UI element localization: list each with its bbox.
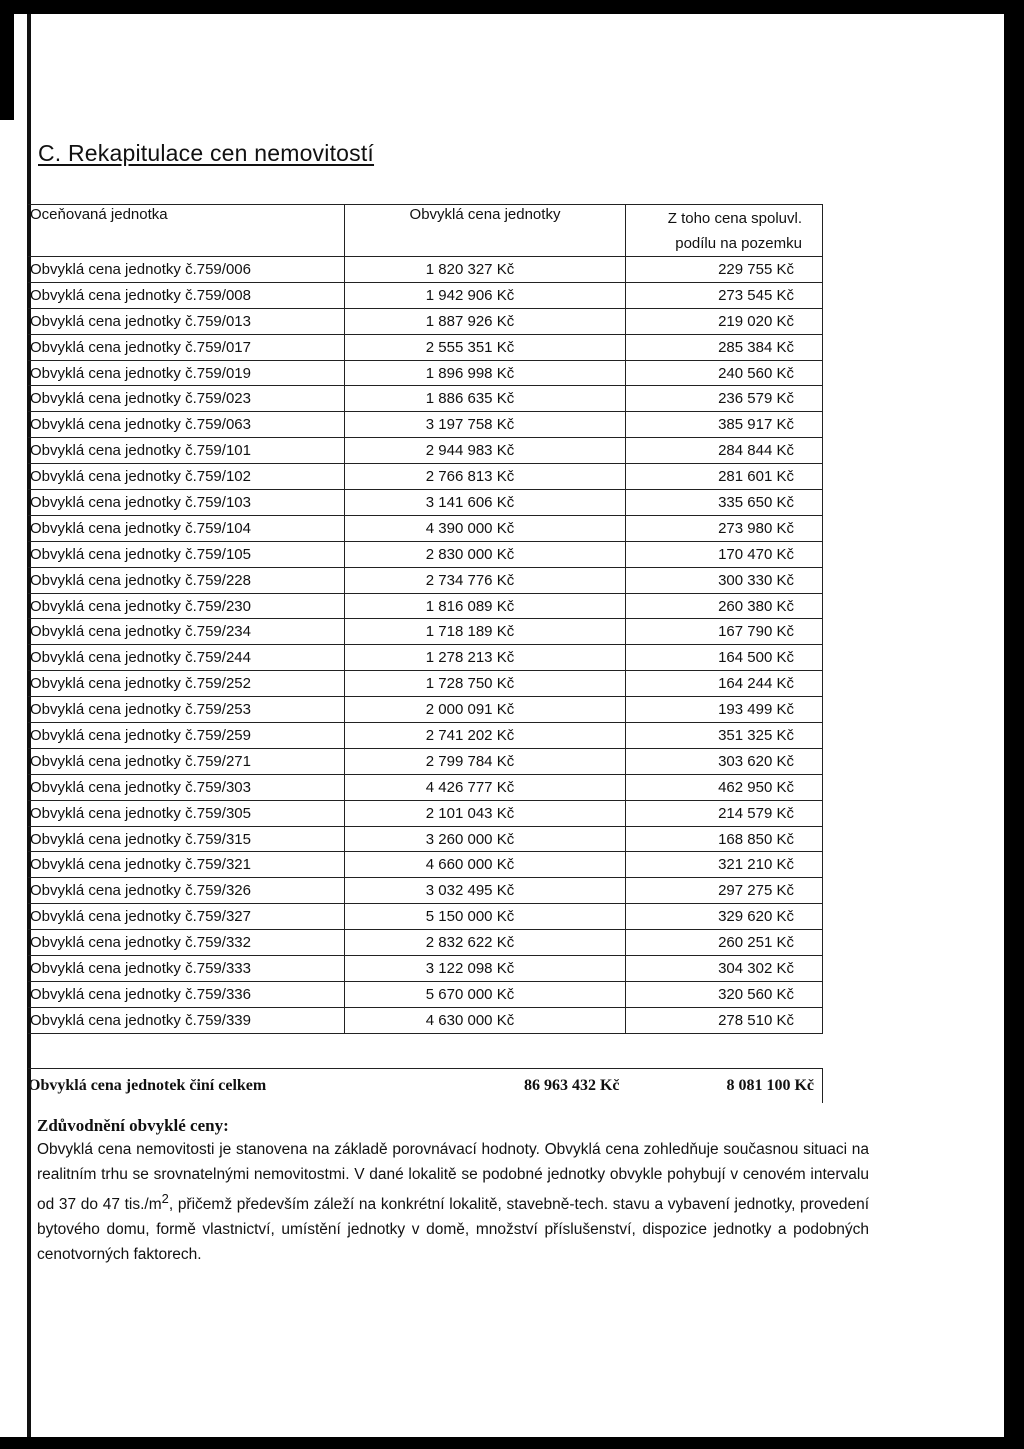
scan-border-bottom — [0, 1437, 1024, 1449]
column-header-land-share: Z toho cena spoluvl. podílu na pozemku — [626, 205, 823, 257]
land-share-price-cell: 285 384 Kč — [626, 334, 823, 360]
land-share-price-cell: 170 470 Kč — [626, 541, 823, 567]
land-share-price-cell: 164 500 Kč — [626, 645, 823, 671]
table-row — [28, 774, 823, 800]
unit-name-cell: Obvyklá cena jednotky č.759/228 — [28, 567, 345, 593]
total-land-share: 8 081 100 Kč — [626, 1068, 823, 1103]
justification-heading: Zdůvodnění obvyklé ceny: — [37, 1116, 229, 1135]
unit-name-cell: Obvyklá cena jednotky č.759/023 — [28, 386, 345, 412]
land-share-price-cell: 351 325 Kč — [626, 723, 823, 749]
table-row — [28, 541, 823, 567]
table-row — [28, 826, 823, 852]
table-body — [28, 257, 823, 1034]
land-share-price-cell: 300 330 Kč — [626, 567, 823, 593]
unit-price-cell: 1 728 750 Kč — [345, 671, 626, 697]
table-row — [28, 904, 823, 930]
total-label: Obvyklá cena jednotek činí celkem — [28, 1076, 267, 1094]
table-row — [28, 930, 823, 956]
justification-text-part-2: , přičemž především záleží na konkrétní lokalitě, stavebně-tech. stavu a vybavení jednotky, provedení bytového domu, formě vlastnictví, umístění jednotky v domě, množství příslušenství, dispozice jednotky a podobných cenotvorných faktorech. — [37, 1196, 869, 1263]
table-spacer-row — [28, 1033, 823, 1068]
table-row — [28, 593, 823, 619]
land-share-price-cell: 462 950 Kč — [626, 774, 823, 800]
column-header-price: Obvyklá cena jednotky — [345, 205, 626, 257]
unit-price-cell: 2 555 351 Kč — [345, 334, 626, 360]
land-share-price-cell: 321 210 Kč — [626, 852, 823, 878]
unit-name-cell: Obvyklá cena jednotky č.759/253 — [28, 697, 345, 723]
unit-name-cell: Obvyklá cena jednotky č.759/006 — [28, 257, 345, 283]
unit-price-cell: 5 150 000 Kč — [345, 904, 626, 930]
unit-name-cell: Obvyklá cena jednotky č.759/101 — [28, 438, 345, 464]
unit-name-cell: Obvyklá cena jednotky č.759/063 — [28, 412, 345, 438]
unit-price-cell: 5 670 000 Kč — [345, 981, 626, 1007]
unit-price-cell: 1 896 998 Kč — [345, 360, 626, 386]
justification-text — [37, 1138, 869, 1267]
land-share-price-cell: 164 244 Kč — [626, 671, 823, 697]
table-row — [28, 386, 823, 412]
unit-price-cell: 2 000 091 Kč — [345, 697, 626, 723]
table-row — [28, 619, 823, 645]
table-row — [28, 412, 823, 438]
unit-name-cell: Obvyklá cena jednotky č.759/321 — [28, 852, 345, 878]
table-row — [28, 878, 823, 904]
column-header-unit: Oceňovaná jednotka — [28, 205, 345, 257]
table-row — [28, 800, 823, 826]
unit-name-cell: Obvyklá cena jednotky č.759/017 — [28, 334, 345, 360]
unit-price-cell: 2 101 043 Kč — [345, 800, 626, 826]
unit-name-cell: Obvyklá cena jednotky č.759/303 — [28, 774, 345, 800]
scan-border-top — [0, 0, 1024, 14]
unit-price-cell: 1 816 089 Kč — [345, 593, 626, 619]
unit-price-cell: 2 741 202 Kč — [345, 723, 626, 749]
unit-name-cell: Obvyklá cena jednotky č.759/105 — [28, 541, 345, 567]
unit-price-cell: 3 260 000 Kč — [345, 826, 626, 852]
unit-name-cell: Obvyklá cena jednotky č.759/102 — [28, 464, 345, 490]
land-share-price-cell: 335 650 Kč — [626, 490, 823, 516]
unit-name-cell: Obvyklá cena jednotky č.759/271 — [28, 748, 345, 774]
table-row — [28, 981, 823, 1007]
square-meter-superscript: 2 — [161, 1191, 169, 1207]
unit-price-cell: 1 278 213 Kč — [345, 645, 626, 671]
section-title: C. Rekapitulace cen nemovitostí — [38, 140, 375, 166]
unit-name-cell: Obvyklá cena jednotky č.759/104 — [28, 515, 345, 541]
table-row — [28, 282, 823, 308]
land-share-price-cell: 297 275 Kč — [626, 878, 823, 904]
table-row — [28, 308, 823, 334]
unit-name-cell: Obvyklá cena jednotky č.759/244 — [28, 645, 345, 671]
unit-price-cell: 4 426 777 Kč — [345, 774, 626, 800]
unit-name-cell: Obvyklá cena jednotky č.759/234 — [28, 619, 345, 645]
total-price: 86 963 432 Kč — [523, 1076, 620, 1094]
unit-price-cell: 4 660 000 Kč — [345, 852, 626, 878]
land-share-price-cell: 278 510 Kč — [626, 1007, 823, 1033]
table-row — [28, 748, 823, 774]
land-share-price-cell: 260 380 Kč — [626, 593, 823, 619]
unit-price-cell: 4 390 000 Kč — [345, 515, 626, 541]
land-share-price-cell: 320 560 Kč — [626, 981, 823, 1007]
table-row — [28, 645, 823, 671]
table-row — [28, 956, 823, 982]
unit-price-cell: 1 887 926 Kč — [345, 308, 626, 334]
land-share-price-cell: 214 579 Kč — [626, 800, 823, 826]
recapitulation-table — [28, 204, 823, 1103]
price-justification — [37, 1114, 869, 1267]
scan-border-left — [0, 0, 14, 120]
unit-name-cell: Obvyklá cena jednotky č.759/230 — [28, 593, 345, 619]
unit-price-cell: 3 141 606 Kč — [345, 490, 626, 516]
unit-name-cell: Obvyklá cena jednotky č.759/326 — [28, 878, 345, 904]
scan-border-right — [1004, 0, 1024, 1449]
table-header-row — [28, 205, 823, 257]
table-row — [28, 334, 823, 360]
unit-price-cell: 2 944 983 Kč — [345, 438, 626, 464]
unit-price-cell: 2 799 784 Kč — [345, 748, 626, 774]
unit-name-cell: Obvyklá cena jednotky č.759/339 — [28, 1007, 345, 1033]
unit-price-cell: 2 830 000 Kč — [345, 541, 626, 567]
unit-price-cell: 2 832 622 Kč — [345, 930, 626, 956]
unit-price-cell: 2 734 776 Kč — [345, 567, 626, 593]
land-share-price-cell: 193 499 Kč — [626, 697, 823, 723]
table-row — [28, 671, 823, 697]
unit-price-cell: 3 032 495 Kč — [345, 878, 626, 904]
table-row — [28, 567, 823, 593]
unit-price-cell: 2 766 813 Kč — [345, 464, 626, 490]
table-row — [28, 257, 823, 283]
table-row — [28, 723, 823, 749]
table-total-row — [28, 1068, 823, 1103]
unit-name-cell: Obvyklá cena jednotky č.759/305 — [28, 800, 345, 826]
unit-name-cell: Obvyklá cena jednotky č.759/259 — [28, 723, 345, 749]
unit-name-cell: Obvyklá cena jednotky č.759/315 — [28, 826, 345, 852]
land-share-price-cell: 260 251 Kč — [626, 930, 823, 956]
unit-price-cell: 3 122 098 Kč — [345, 956, 626, 982]
land-share-price-cell: 385 917 Kč — [626, 412, 823, 438]
table-row — [28, 490, 823, 516]
land-share-price-cell: 303 620 Kč — [626, 748, 823, 774]
unit-name-cell: Obvyklá cena jednotky č.759/103 — [28, 490, 345, 516]
land-share-price-cell: 167 790 Kč — [626, 619, 823, 645]
table-row — [28, 360, 823, 386]
unit-name-cell: Obvyklá cena jednotky č.759/008 — [28, 282, 345, 308]
unit-price-cell: 1 820 327 Kč — [345, 257, 626, 283]
unit-price-cell: 1 886 635 Kč — [345, 386, 626, 412]
unit-price-cell: 4 630 000 Kč — [345, 1007, 626, 1033]
unit-name-cell: Obvyklá cena jednotky č.759/327 — [28, 904, 345, 930]
unit-name-cell: Obvyklá cena jednotky č.759/013 — [28, 308, 345, 334]
unit-name-cell: Obvyklá cena jednotky č.759/019 — [28, 360, 345, 386]
unit-name-cell: Obvyklá cena jednotky č.759/336 — [28, 981, 345, 1007]
land-share-price-cell: 273 980 Kč — [626, 515, 823, 541]
land-share-price-cell: 240 560 Kč — [626, 360, 823, 386]
table-row — [28, 697, 823, 723]
land-share-price-cell: 229 755 Kč — [626, 257, 823, 283]
land-share-price-cell: 168 850 Kč — [626, 826, 823, 852]
table-row — [28, 464, 823, 490]
land-share-price-cell: 219 020 Kč — [626, 308, 823, 334]
table-row — [28, 852, 823, 878]
unit-price-cell: 1 718 189 Kč — [345, 619, 626, 645]
table-row — [28, 1007, 823, 1033]
land-share-price-cell: 236 579 Kč — [626, 386, 823, 412]
land-share-price-cell: 284 844 Kč — [626, 438, 823, 464]
table-row — [28, 515, 823, 541]
unit-name-cell: Obvyklá cena jednotky č.759/332 — [28, 930, 345, 956]
unit-name-cell: Obvyklá cena jednotky č.759/333 — [28, 956, 345, 982]
unit-price-cell: 1 942 906 Kč — [345, 282, 626, 308]
land-share-price-cell: 273 545 Kč — [626, 282, 823, 308]
land-share-price-cell: 329 620 Kč — [626, 904, 823, 930]
land-share-price-cell: 304 302 Kč — [626, 956, 823, 982]
land-share-price-cell: 281 601 Kč — [626, 464, 823, 490]
unit-name-cell: Obvyklá cena jednotky č.759/252 — [28, 671, 345, 697]
unit-price-cell: 3 197 758 Kč — [345, 412, 626, 438]
table-row — [28, 438, 823, 464]
justification-text-part-1: Obvyklá cena nemovitosti je stanovena na základě porovnávací hodnoty. Obvyklá cena zohledňuje současnou situaci na realitním trhu se srovnatelnými nemovitostmi. V dané lokalitě se podobné jednotky obvykle pohybují v cenovém intervalu od 37 do 47 tis./m — [37, 1141, 869, 1214]
